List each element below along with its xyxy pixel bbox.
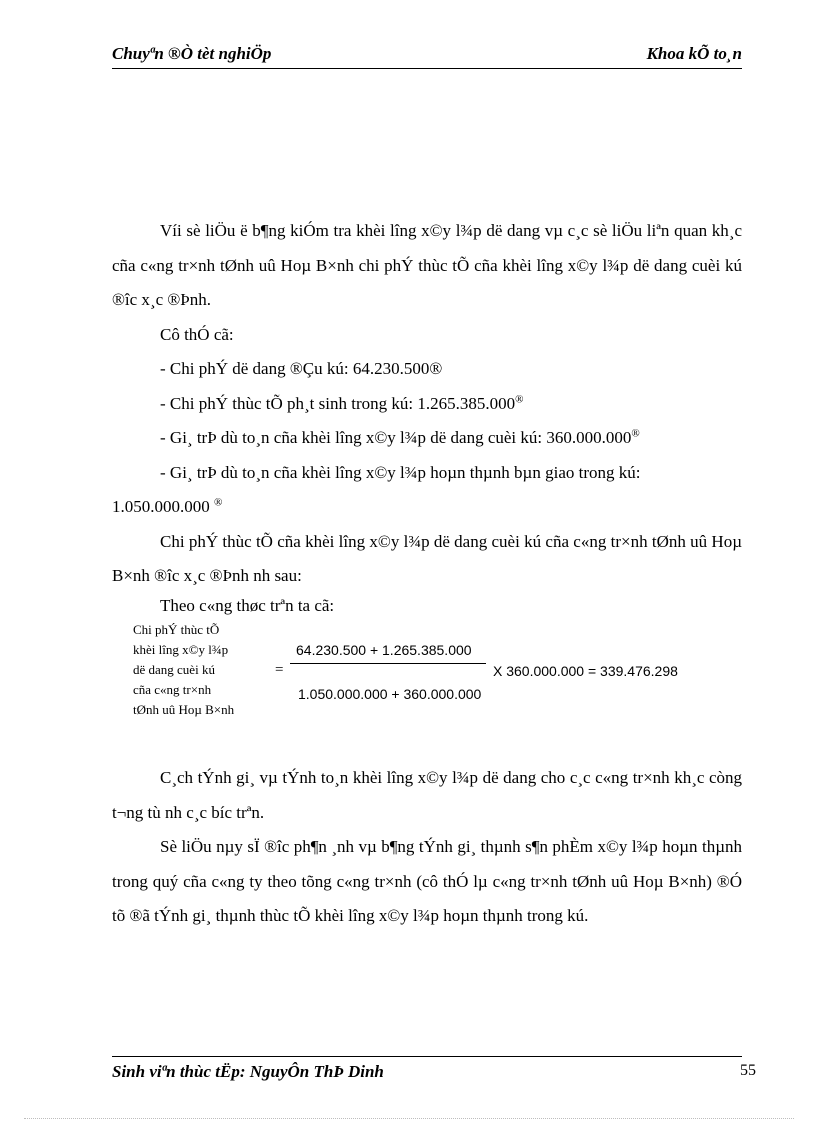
currency-mark: ® — [515, 392, 524, 405]
formula-label-line: khèi lîng x©y l¾p — [133, 642, 229, 657]
list-item-incurred-cost-text: - Chi phÝ thùc tÕ ph¸t sinh trong kú: 1.265.385.000 — [160, 393, 516, 413]
main-text-section-1 — [112, 214, 742, 594]
list-item-wip-estimate — [112, 421, 742, 456]
formula-label-line: cña c«ng tr×nh — [133, 682, 212, 697]
footer-student-name: Sinh viªn thùc tËp: NguyÔn ThÞ Dinh — [112, 1062, 384, 1081]
page-header — [112, 42, 742, 69]
formula-label-line: dë dang cuèi kú — [133, 662, 215, 677]
header-department: Khoa kÕ to¸n — [646, 44, 742, 63]
page-number: 55 — [740, 1062, 756, 1079]
paragraph-determination: Chi phÝ thùc tÕ cña khèi lîng x©y l¾p dë dang cuèi kú cña c«ng tr×nh tØnh uû Hoµ B×nh ®îc x¸c ®Þnh nh sau: — [112, 531, 742, 585]
currency-mark: ® — [631, 427, 640, 440]
list-item-opening-cost: - Chi phÝ dë dang ®Çu kú: 64.230.500® — [160, 359, 443, 378]
paragraph-other-works: C¸ch tÝnh gi¸ vµ tÝnh to¸n khèi lîng x©y l¾p dë dang cho c¸c c«ng tr×nh kh¸c còng t¬ng tù nh c¸c bíc trªn. — [112, 768, 742, 822]
formula-label-line: Chi phÝ thùc tÕ — [133, 622, 220, 637]
formula-result: X 360.000.000 = 339.476.298 — [493, 663, 678, 679]
formula-equals: = — [275, 662, 284, 678]
paragraph-specifics: Cô thÓ cã: — [160, 324, 234, 344]
formula-denominator: 1.050.000.000 + 360.000.000 — [298, 686, 482, 702]
paragraph-intro: Víi sè liÖu ë b¶ng kiÓm tra khèi lîng x©y l¾p dë dang vµ c¸c sè liÖu liªn quan kh¸c cña c«ng tr×nh tØnh uû Hoµ B×nh chi phÝ thùc tÕ cña khèi lîng x©y l¾p dë dang cuèi kú ®îc x¸c ®Þnh. — [112, 221, 742, 309]
formula-numerator: 64.230.500 + 1.265.385.000 — [296, 642, 472, 658]
list-item-completed-estimate: - Gi¸ trÞ dù to¸n cña khèi lîng x©y l¾p hoµn thµnh bµn giao trong kú: — [160, 462, 641, 482]
list-item-incurred-cost — [112, 387, 742, 422]
list-item-completed-value — [112, 490, 742, 525]
header-thesis-title: Chuyªn ®Ò tèt nghiÖp — [112, 44, 272, 63]
fraction-bar — [290, 663, 486, 664]
formula-intro: Theo c«ng thøc trªn ta cã: — [160, 596, 335, 615]
currency-mark: ® — [214, 496, 223, 509]
main-text-section-2 — [112, 761, 742, 934]
list-item-wip-estimate-text: - Gi¸ trÞ dù to¸n cña khèi lîng x©y l¾p dë dang cuèi kú: 360.000.000 — [160, 428, 632, 447]
page-break-line — [24, 1118, 794, 1119]
paragraph-reflection: Sè liÖu nµy sÏ ®îc ph¶n ¸nh vµ b¶ng tÝnh gi¸ thµnh s¶n phÈm x©y l¾p hoµn thµnh trong quý cña c«ng ty theo tõng c«ng tr×nh (cô thÓ lµ c«ng tr×nh tØnh uû Hoµ B×nh) ®Ó tõ ®ã tÝnh gi¸ thµnh thùc tÕ khèi lîng x©y l¾p hoµn thµnh trong kú. — [112, 837, 742, 925]
formula-label-line: tØnh uû Hoµ B×nh — [133, 702, 235, 717]
list-item-completed-value-text: 1.050.000.000 — [112, 497, 210, 516]
page-footer — [112, 1056, 756, 1081]
formula-label — [133, 620, 234, 720]
